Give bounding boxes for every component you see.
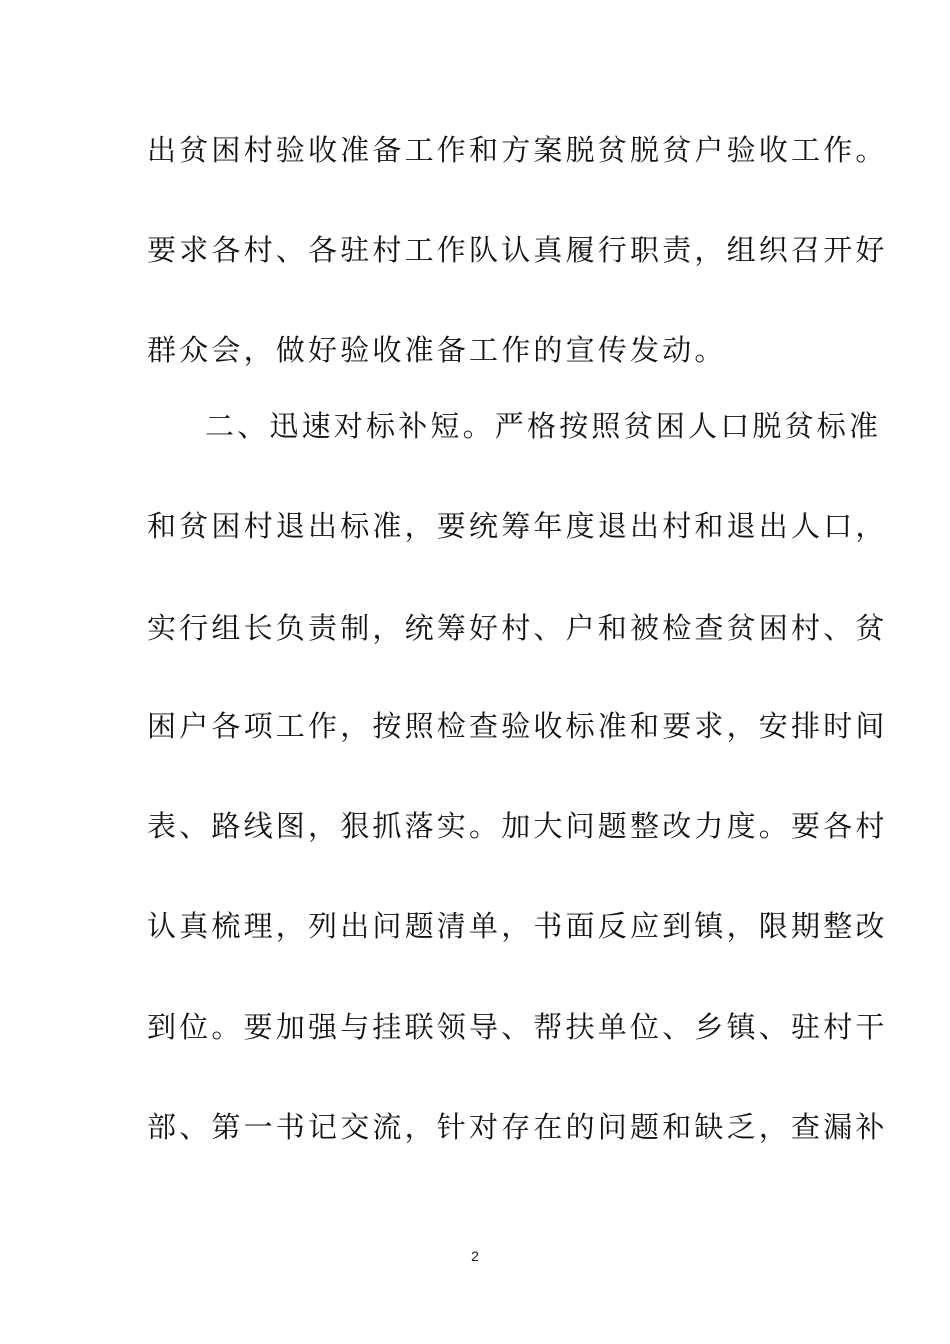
- text-line: 部、第一书记交流，针对存在的问题和缺乏，查漏补: [147, 1110, 888, 1144]
- paragraph-first-line: 二、迅速对标补短。严格按照贫困人口脱贫标准: [205, 409, 882, 443]
- text-line: 表、路线图，狠抓落实。加大问题整改力度。要各村: [147, 809, 888, 843]
- text-line: 和贫困村退出标准，要统筹年度退出村和退出人口，: [147, 509, 888, 543]
- page-number: 2: [471, 1248, 479, 1264]
- text-line: 群众会，做好验收准备工作的宣传发动。: [147, 333, 727, 367]
- text-line: 困户各项工作，按照检查验收标准和要求，安排时间: [147, 709, 888, 743]
- text-line: 要求各村、各驻村工作队认真履行职责，组织召开好: [147, 233, 888, 267]
- text-line: 认真梳理，列出问题清单，书面反应到镇，限期整改: [147, 909, 888, 943]
- text-line: 实行组长负责制，统筹好村、户和被检查贫困村、贫: [147, 611, 888, 645]
- text-line: 出贫困村验收准备工作和方案脱贫脱贫户验收工作。: [147, 133, 888, 167]
- text-line: 到位。要加强与挂联领导、帮扶单位、乡镇、驻村干: [147, 1010, 888, 1044]
